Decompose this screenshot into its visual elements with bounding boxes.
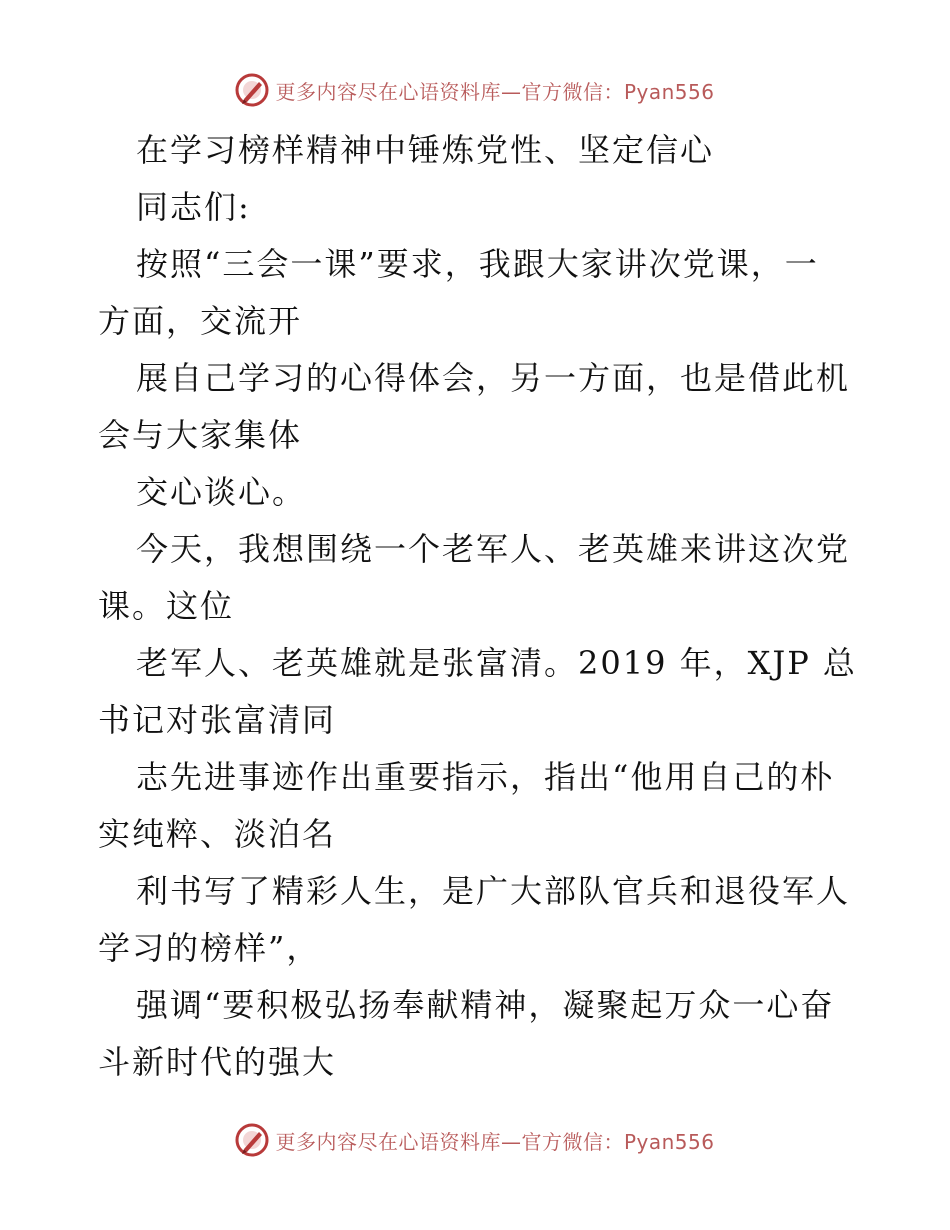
text-line: 方面，交流开	[98, 302, 303, 340]
pen-logo-icon	[235, 73, 269, 107]
footer-banner-text: 更多内容尽在心语资料库—官方微信：Pyan556	[275, 1129, 715, 1154]
text-line: 斗新时代的强大	[98, 1043, 337, 1081]
text-line: 会与大家集体	[98, 416, 303, 454]
text-line: 实纯粹、淡泊名	[98, 815, 337, 853]
document-body	[98, 122, 858, 1091]
footer-banner	[0, 1120, 950, 1160]
text-line: 今天，我想围绕一个老军人、老英雄来讲这次党	[136, 530, 851, 568]
text-line: 展自己学习的心得体会，另一方面，也是借此机	[136, 359, 851, 397]
text-line: 志先进事迹作出重要指示，指出“他用自己的朴	[136, 758, 835, 796]
text-line: 书记对张富清同	[98, 701, 337, 739]
text-line: 强调“要积极弘扬奉献精神，凝聚起万众一心奋	[136, 986, 835, 1024]
pen-logo-icon	[235, 1123, 269, 1157]
text-line: 课。这位	[98, 587, 235, 625]
text-line: 同志们:	[136, 188, 251, 226]
header-banner	[0, 70, 950, 110]
text-line: 学习的榜样”，	[98, 929, 321, 967]
text-line: 老军人、老英雄就是张富清。2019 年，XJP 总	[136, 644, 857, 682]
text-line: 按照“三会一课”要求，我跟大家讲次党课，一	[136, 245, 819, 283]
text-line: 在学习榜样精神中锤炼党性、坚定信心	[136, 131, 715, 169]
header-banner-text: 更多内容尽在心语资料库—官方微信：Pyan556	[275, 79, 715, 104]
text-line: 利书写了精彩人生，是广大部队官兵和退役军人	[136, 872, 851, 910]
text-line: 交心谈心。	[136, 473, 307, 511]
